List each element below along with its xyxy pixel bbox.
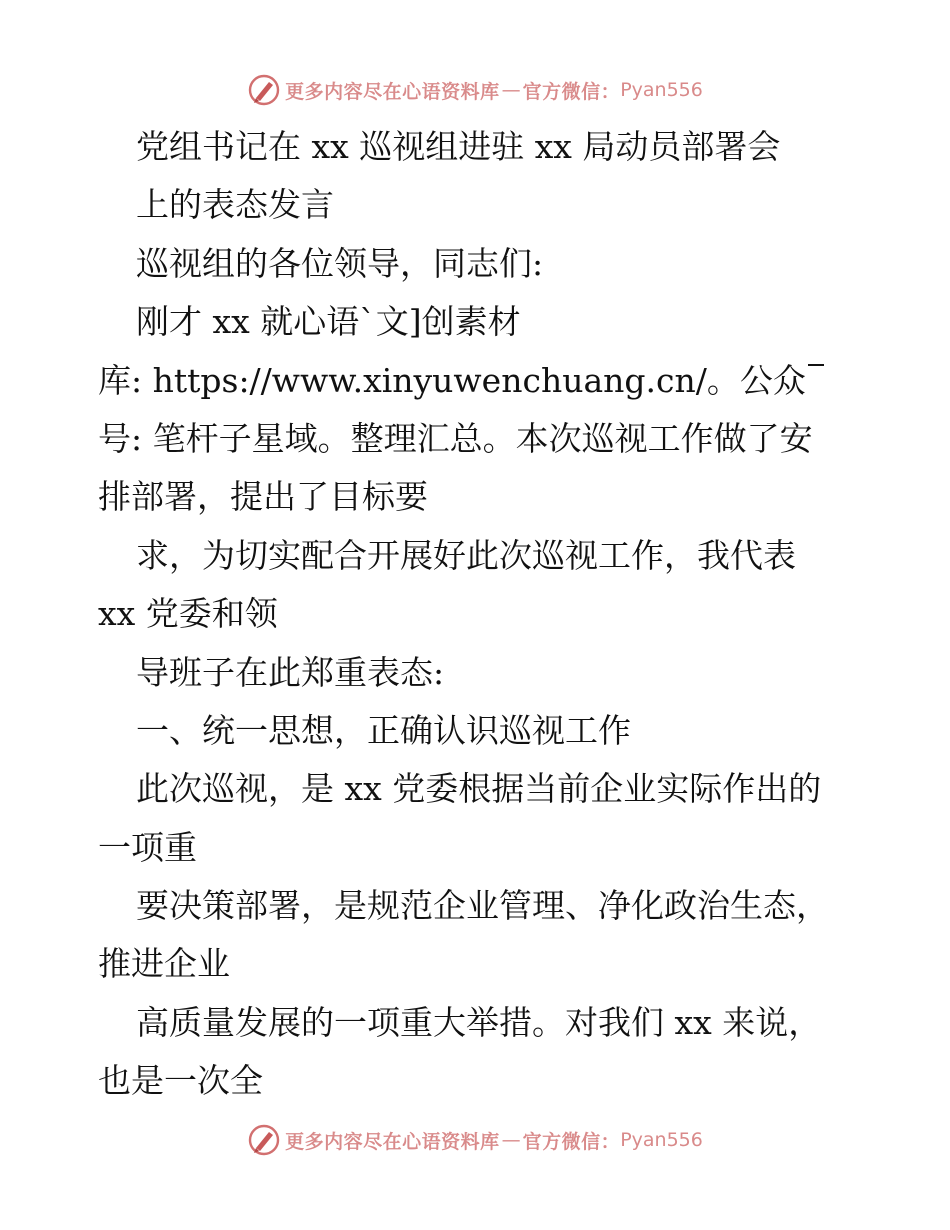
watermark-text: 更多内容尽在心语资料库 (285, 1130, 500, 1153)
doc-title-line-2: 上的表态发言 (136, 185, 334, 225)
doc-line: 此次巡视，是 xx 党委根据当前企业实际作出的 (136, 769, 822, 809)
watermark-wechat-label: 官方微信： (522, 80, 621, 103)
watermark-wechat-id: Pyan556 (620, 79, 703, 101)
header-watermark (0, 70, 950, 110)
doc-section-heading: 一、统一思想，正确认识巡视工作 (136, 710, 631, 750)
watermark-dash: — (501, 1129, 521, 1151)
watermark-wechat-label: 官方微信： (522, 1130, 621, 1153)
pen-logo-icon (247, 73, 281, 107)
doc-line: 要决策部署，是规范企业管理、净化政治生态， (136, 886, 829, 926)
footer-watermark (0, 1120, 950, 1160)
doc-line: 推进企业 (98, 944, 230, 984)
doc-line: 一项重 (98, 827, 197, 867)
document-body (98, 118, 858, 1111)
doc-salutation: 巡视组的各位领导，同志们: (136, 243, 544, 283)
pen-logo-icon (247, 1123, 281, 1157)
doc-line: 也是一次全 (98, 1061, 263, 1101)
doc-line-text: 库: https://www.xinyuwenchuang.cn/。公众 (98, 360, 806, 400)
doc-line-with-link (98, 352, 858, 410)
watermark-text: 更多内容尽在心语资料库 (285, 80, 500, 103)
doc-line: 求，为切实配合开展好此次巡视工作，我代表 (136, 535, 796, 575)
doc-title-line-1: 党组书记在 xx 巡视组进驻 xx 局动员部署会 (136, 127, 781, 166)
watermark-wechat-id: Pyan556 (620, 1129, 703, 1151)
doc-line: 刚才 xx 就心语`文]创素材 (136, 302, 521, 342)
doc-line: 号: 笔杆子星域。整理汇总。本次巡视工作做了安 (98, 418, 813, 458)
doc-line: 排部署，提出了目标要 (98, 477, 428, 517)
doc-line: 高质量发展的一项重大举措。对我们 xx 来说， (136, 1002, 822, 1042)
watermark-dash: — (501, 79, 521, 101)
doc-line: 导班子在此郑重表态: (136, 652, 445, 692)
overline-mark (808, 364, 824, 366)
doc-line: xx 党委和领 (98, 594, 278, 634)
